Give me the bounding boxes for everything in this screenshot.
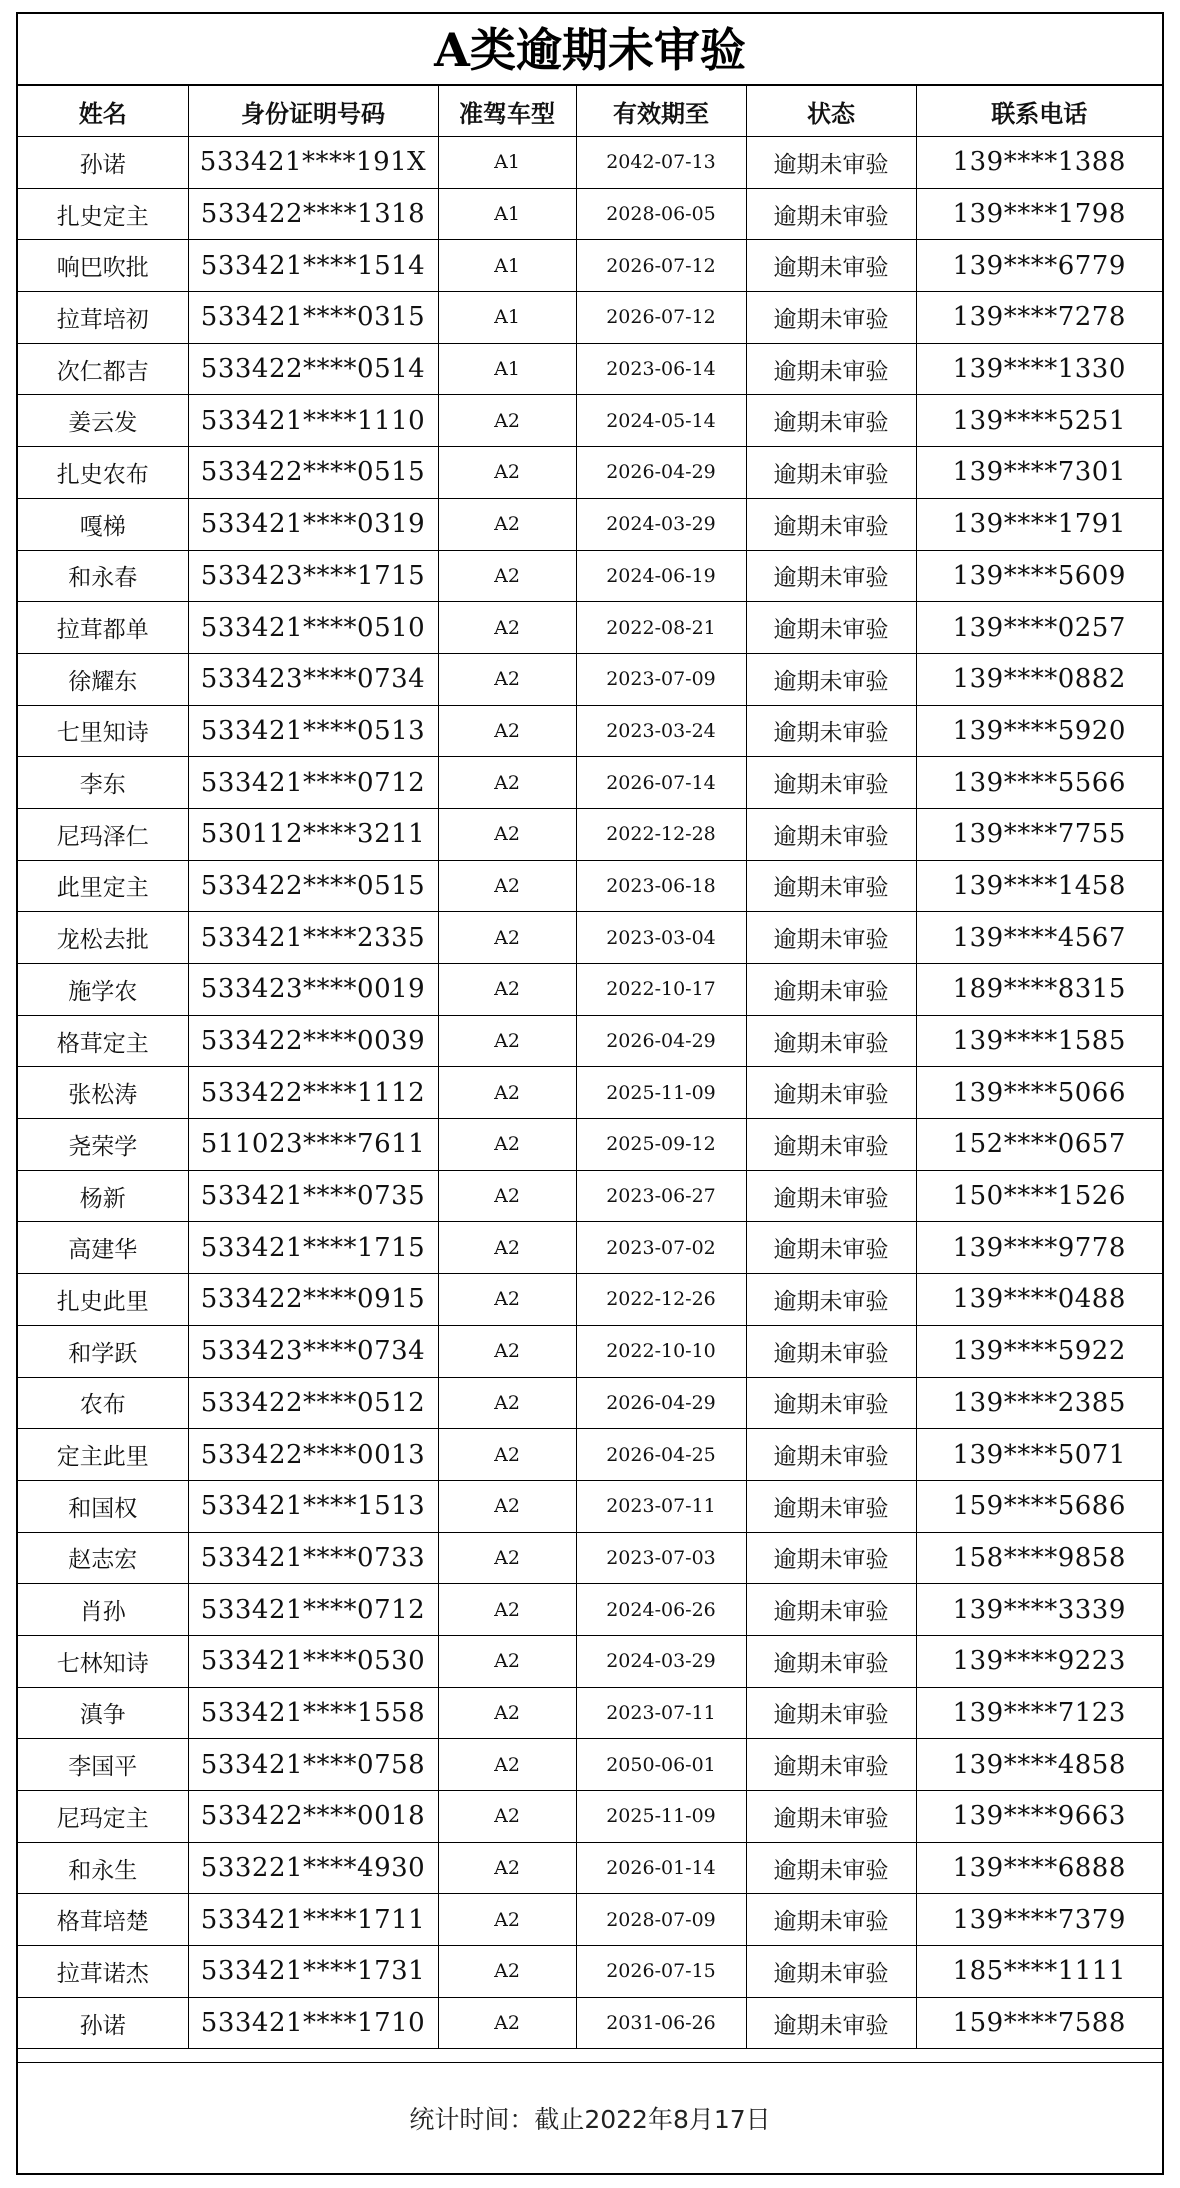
- id-number-cell: 533422****0512: [188, 1377, 438, 1429]
- phone-cell: 139****1791: [916, 498, 1162, 550]
- valid-until-cell: 2024-06-26: [576, 1584, 746, 1636]
- phone-cell: 139****7123: [916, 1687, 1162, 1739]
- phone-cell: 139****3339: [916, 1584, 1162, 1636]
- table-row: [18, 240, 1162, 292]
- status-cell: 逾期未审验: [746, 137, 916, 189]
- name-cell: 尧荣学: [18, 1119, 188, 1171]
- table-row: [18, 1997, 1162, 2049]
- name-cell: 农布: [18, 1377, 188, 1429]
- table-row: [18, 1687, 1162, 1739]
- valid-until-cell: 2023-06-18: [576, 860, 746, 912]
- status-cell: 逾期未审验: [746, 1222, 916, 1274]
- license-type-cell: A2: [438, 602, 576, 654]
- table-row: [18, 447, 1162, 499]
- phone-cell: 139****5609: [916, 550, 1162, 602]
- license-type-cell: A2: [438, 447, 576, 499]
- name-cell: 李国平: [18, 1739, 188, 1791]
- valid-until-cell: 2025-09-12: [576, 1119, 746, 1171]
- id-number-cell: 533421****1710: [188, 1997, 438, 2049]
- status-cell: 逾期未审验: [746, 964, 916, 1016]
- phone-cell: 139****1330: [916, 343, 1162, 395]
- phone-cell: 139****1585: [916, 1015, 1162, 1067]
- valid-until-cell: 2022-08-21: [576, 602, 746, 654]
- phone-cell: 158****9858: [916, 1532, 1162, 1584]
- table-row: [18, 964, 1162, 1016]
- id-number-cell: 533421****0758: [188, 1739, 438, 1791]
- table-row: [18, 188, 1162, 240]
- status-cell: 逾期未审验: [746, 1842, 916, 1894]
- name-cell: 扎史农布: [18, 447, 188, 499]
- license-type-cell: A2: [438, 1946, 576, 1998]
- license-type-cell: A2: [438, 1480, 576, 1532]
- status-cell: 逾期未审验: [746, 1377, 916, 1429]
- license-type-cell: A2: [438, 653, 576, 705]
- id-number-cell: 533421****0530: [188, 1635, 438, 1687]
- table-row: [18, 1635, 1162, 1687]
- table-row: [18, 1894, 1162, 1946]
- license-type-cell: A2: [438, 1119, 576, 1171]
- name-cell: 孙诺: [18, 1997, 188, 2049]
- license-type-cell: A2: [438, 1894, 576, 1946]
- valid-until-cell: 2023-07-11: [576, 1687, 746, 1739]
- table-row: [18, 1222, 1162, 1274]
- table-row: [18, 1532, 1162, 1584]
- table-row: [18, 1067, 1162, 1119]
- id-number-cell: 533423****0734: [188, 1325, 438, 1377]
- table-row: [18, 343, 1162, 395]
- table-row: [18, 550, 1162, 602]
- id-number-cell: 533422****0039: [188, 1015, 438, 1067]
- id-number-cell: 533421****0733: [188, 1532, 438, 1584]
- status-cell: 逾期未审验: [746, 1274, 916, 1326]
- license-type-cell: A1: [438, 188, 576, 240]
- status-cell: 逾期未审验: [746, 1067, 916, 1119]
- id-number-cell: 511023****7611: [188, 1119, 438, 1171]
- id-number-cell: 533421****1514: [188, 240, 438, 292]
- id-number-cell: 530112****3211: [188, 808, 438, 860]
- statistics-time: 统计时间：截止2022年8月17日: [18, 2062, 1162, 2173]
- id-number-cell: 533421****0510: [188, 602, 438, 654]
- valid-until-cell: 2026-07-15: [576, 1946, 746, 1998]
- phone-cell: 139****9223: [916, 1635, 1162, 1687]
- license-type-cell: A2: [438, 1274, 576, 1326]
- table-row: [18, 1119, 1162, 1171]
- status-cell: 逾期未审验: [746, 602, 916, 654]
- phone-cell: 139****9663: [916, 1791, 1162, 1843]
- table-body: [18, 137, 1162, 2049]
- valid-until-cell: 2026-04-29: [576, 447, 746, 499]
- valid-until-cell: 2024-05-14: [576, 395, 746, 447]
- name-cell: 扎史此里: [18, 1274, 188, 1326]
- valid-until-cell: 2023-03-24: [576, 705, 746, 757]
- phone-cell: 139****4567: [916, 912, 1162, 964]
- status-cell: 逾期未审验: [746, 1687, 916, 1739]
- id-number-cell: 533421****1110: [188, 395, 438, 447]
- license-type-cell: A2: [438, 808, 576, 860]
- status-cell: 逾期未审验: [746, 188, 916, 240]
- name-cell: 姜云发: [18, 395, 188, 447]
- valid-until-cell: 2026-04-29: [576, 1377, 746, 1429]
- name-cell: 定主此里: [18, 1429, 188, 1481]
- name-cell: 嘎梯: [18, 498, 188, 550]
- id-number-cell: 533422****1318: [188, 188, 438, 240]
- phone-cell: 139****0488: [916, 1274, 1162, 1326]
- phone-cell: 139****9778: [916, 1222, 1162, 1274]
- status-cell: 逾期未审验: [746, 292, 916, 344]
- phone-cell: 139****0257: [916, 602, 1162, 654]
- status-cell: 逾期未审验: [746, 1170, 916, 1222]
- phone-cell: 189****8315: [916, 964, 1162, 1016]
- name-cell: 拉茸都单: [18, 602, 188, 654]
- phone-cell: 139****5920: [916, 705, 1162, 757]
- id-number-cell: 533421****0712: [188, 1584, 438, 1636]
- phone-cell: 139****6779: [916, 240, 1162, 292]
- id-number-cell: 533422****0018: [188, 1791, 438, 1843]
- status-cell: 逾期未审验: [746, 447, 916, 499]
- table-row: [18, 1791, 1162, 1843]
- id-number-cell: 533421****0712: [188, 757, 438, 809]
- col-header-phone: 联系电话: [916, 86, 1162, 137]
- license-type-cell: A2: [438, 550, 576, 602]
- name-cell: 尼玛定主: [18, 1791, 188, 1843]
- overdue-table: [18, 86, 1162, 2049]
- id-number-cell: 533422****0915: [188, 1274, 438, 1326]
- phone-cell: 139****1798: [916, 188, 1162, 240]
- status-cell: 逾期未审验: [746, 1015, 916, 1067]
- name-cell: 高建华: [18, 1222, 188, 1274]
- name-cell: 施学农: [18, 964, 188, 1016]
- id-number-cell: 533421****1715: [188, 1222, 438, 1274]
- valid-until-cell: 2023-07-09: [576, 653, 746, 705]
- phone-cell: 159****5686: [916, 1480, 1162, 1532]
- valid-until-cell: 2023-06-14: [576, 343, 746, 395]
- name-cell: 此里定主: [18, 860, 188, 912]
- phone-cell: 139****5566: [916, 757, 1162, 809]
- license-type-cell: A2: [438, 1429, 576, 1481]
- status-cell: 逾期未审验: [746, 1532, 916, 1584]
- phone-cell: 139****1388: [916, 137, 1162, 189]
- valid-until-cell: 2023-07-02: [576, 1222, 746, 1274]
- document-sheet: [16, 12, 1164, 2175]
- table-row: [18, 860, 1162, 912]
- valid-until-cell: 2022-12-28: [576, 808, 746, 860]
- col-header-license-type: 准驾车型: [438, 86, 576, 137]
- table-row: [18, 705, 1162, 757]
- license-type-cell: A2: [438, 1015, 576, 1067]
- table-row: [18, 498, 1162, 550]
- valid-until-cell: 2022-10-17: [576, 964, 746, 1016]
- table-row: [18, 1739, 1162, 1791]
- phone-cell: 139****5251: [916, 395, 1162, 447]
- valid-until-cell: 2050-06-01: [576, 1739, 746, 1791]
- table-row: [18, 602, 1162, 654]
- name-cell: 七里知诗: [18, 705, 188, 757]
- license-type-cell: A2: [438, 395, 576, 447]
- status-cell: 逾期未审验: [746, 1946, 916, 1998]
- id-number-cell: 533421****1513: [188, 1480, 438, 1532]
- valid-until-cell: 2026-01-14: [576, 1842, 746, 1894]
- license-type-cell: A2: [438, 1791, 576, 1843]
- license-type-cell: A2: [438, 1687, 576, 1739]
- table-row: [18, 808, 1162, 860]
- name-cell: 格茸定主: [18, 1015, 188, 1067]
- table-row: [18, 1946, 1162, 1998]
- table-header-row: [18, 86, 1162, 137]
- license-type-cell: A2: [438, 1325, 576, 1377]
- valid-until-cell: 2028-07-09: [576, 1894, 746, 1946]
- status-cell: 逾期未审验: [746, 395, 916, 447]
- id-number-cell: 533421****0319: [188, 498, 438, 550]
- valid-until-cell: 2022-10-10: [576, 1325, 746, 1377]
- id-number-cell: 533421****0315: [188, 292, 438, 344]
- name-cell: 和永生: [18, 1842, 188, 1894]
- name-cell: 响巴吹批: [18, 240, 188, 292]
- col-header-status: 状态: [746, 86, 916, 137]
- valid-until-cell: 2024-03-29: [576, 498, 746, 550]
- valid-until-cell: 2023-03-04: [576, 912, 746, 964]
- id-number-cell: 533421****1558: [188, 1687, 438, 1739]
- id-number-cell: 533421****0513: [188, 705, 438, 757]
- name-cell: 格茸培楚: [18, 1894, 188, 1946]
- license-type-cell: A2: [438, 705, 576, 757]
- table-row: [18, 653, 1162, 705]
- license-type-cell: A2: [438, 1997, 576, 2049]
- valid-until-cell: 2024-03-29: [576, 1635, 746, 1687]
- license-type-cell: A1: [438, 292, 576, 344]
- license-type-cell: A2: [438, 757, 576, 809]
- table-row: [18, 1429, 1162, 1481]
- name-cell: 和永春: [18, 550, 188, 602]
- table-row: [18, 757, 1162, 809]
- status-cell: 逾期未审验: [746, 1791, 916, 1843]
- license-type-cell: A2: [438, 1067, 576, 1119]
- valid-until-cell: 2023-07-11: [576, 1480, 746, 1532]
- id-number-cell: 533421****0735: [188, 1170, 438, 1222]
- id-number-cell: 533423****1715: [188, 550, 438, 602]
- name-cell: 扎史定主: [18, 188, 188, 240]
- id-number-cell: 533421****1731: [188, 1946, 438, 1998]
- license-type-cell: A2: [438, 1739, 576, 1791]
- license-type-cell: A2: [438, 1377, 576, 1429]
- license-type-cell: A2: [438, 498, 576, 550]
- valid-until-cell: 2025-11-09: [576, 1791, 746, 1843]
- phone-cell: 139****6888: [916, 1842, 1162, 1894]
- phone-cell: 139****5066: [916, 1067, 1162, 1119]
- table-row: [18, 1274, 1162, 1326]
- col-header-name: 姓名: [18, 86, 188, 137]
- valid-until-cell: 2023-07-03: [576, 1532, 746, 1584]
- id-number-cell: 533421****1711: [188, 1894, 438, 1946]
- status-cell: 逾期未审验: [746, 1119, 916, 1171]
- phone-cell: 139****7379: [916, 1894, 1162, 1946]
- license-type-cell: A2: [438, 1842, 576, 1894]
- phone-cell: 159****7588: [916, 1997, 1162, 2049]
- id-number-cell: 533422****0013: [188, 1429, 438, 1481]
- status-cell: 逾期未审验: [746, 1635, 916, 1687]
- table-row: [18, 1842, 1162, 1894]
- name-cell: 孙诺: [18, 137, 188, 189]
- valid-until-cell: 2042-07-13: [576, 137, 746, 189]
- valid-until-cell: 2028-06-05: [576, 188, 746, 240]
- page-title: A类逾期未审验: [18, 14, 1162, 86]
- table-row: [18, 1377, 1162, 1429]
- col-header-valid-until: 有效期至: [576, 86, 746, 137]
- license-type-cell: A2: [438, 1170, 576, 1222]
- table-row: [18, 137, 1162, 189]
- id-number-cell: 533422****0514: [188, 343, 438, 395]
- name-cell: 杨新: [18, 1170, 188, 1222]
- name-cell: 李东: [18, 757, 188, 809]
- table-row: [18, 292, 1162, 344]
- valid-until-cell: 2024-06-19: [576, 550, 746, 602]
- table-row: [18, 1584, 1162, 1636]
- status-cell: 逾期未审验: [746, 550, 916, 602]
- license-type-cell: A2: [438, 912, 576, 964]
- phone-cell: 139****7755: [916, 808, 1162, 860]
- license-type-cell: A1: [438, 240, 576, 292]
- license-type-cell: A2: [438, 1222, 576, 1274]
- status-cell: 逾期未审验: [746, 808, 916, 860]
- table-row: [18, 1325, 1162, 1377]
- status-cell: 逾期未审验: [746, 1997, 916, 2049]
- valid-until-cell: 2023-06-27: [576, 1170, 746, 1222]
- valid-until-cell: 2026-04-29: [576, 1015, 746, 1067]
- phone-cell: 150****1526: [916, 1170, 1162, 1222]
- id-number-cell: 533422****0515: [188, 447, 438, 499]
- phone-cell: 139****7301: [916, 447, 1162, 499]
- valid-until-cell: 2026-07-14: [576, 757, 746, 809]
- phone-cell: 139****7278: [916, 292, 1162, 344]
- phone-cell: 152****0657: [916, 1119, 1162, 1171]
- name-cell: 张松涛: [18, 1067, 188, 1119]
- name-cell: 尼玛泽仁: [18, 808, 188, 860]
- name-cell: 肖孙: [18, 1584, 188, 1636]
- valid-until-cell: 2026-07-12: [576, 240, 746, 292]
- phone-cell: 139****4858: [916, 1739, 1162, 1791]
- status-cell: 逾期未审验: [746, 1325, 916, 1377]
- table-row: [18, 912, 1162, 964]
- name-cell: 和学跃: [18, 1325, 188, 1377]
- id-number-cell: 533423****0734: [188, 653, 438, 705]
- table-row: [18, 395, 1162, 447]
- license-type-cell: A2: [438, 964, 576, 1016]
- status-cell: 逾期未审验: [746, 343, 916, 395]
- status-cell: 逾期未审验: [746, 1739, 916, 1791]
- id-number-cell: 533221****4930: [188, 1842, 438, 1894]
- phone-cell: 139****2385: [916, 1377, 1162, 1429]
- col-header-id-number: 身份证明号码: [188, 86, 438, 137]
- license-type-cell: A1: [438, 343, 576, 395]
- table-row: [18, 1170, 1162, 1222]
- name-cell: 龙松去批: [18, 912, 188, 964]
- name-cell: 拉茸诺杰: [18, 1946, 188, 1998]
- status-cell: 逾期未审验: [746, 1429, 916, 1481]
- valid-until-cell: 2022-12-26: [576, 1274, 746, 1326]
- status-cell: 逾期未审验: [746, 757, 916, 809]
- phone-cell: 139****5922: [916, 1325, 1162, 1377]
- status-cell: 逾期未审验: [746, 498, 916, 550]
- id-number-cell: 533422****0515: [188, 860, 438, 912]
- valid-until-cell: 2026-07-12: [576, 292, 746, 344]
- name-cell: 徐耀东: [18, 653, 188, 705]
- id-number-cell: 533423****0019: [188, 964, 438, 1016]
- license-type-cell: A2: [438, 1635, 576, 1687]
- status-cell: 逾期未审验: [746, 1584, 916, 1636]
- name-cell: 次仁都吉: [18, 343, 188, 395]
- license-type-cell: A1: [438, 137, 576, 189]
- valid-until-cell: 2031-06-26: [576, 1997, 746, 2049]
- table-row: [18, 1480, 1162, 1532]
- name-cell: 和国权: [18, 1480, 188, 1532]
- valid-until-cell: 2025-11-09: [576, 1067, 746, 1119]
- valid-until-cell: 2026-04-25: [576, 1429, 746, 1481]
- name-cell: 拉茸培初: [18, 292, 188, 344]
- name-cell: 七林知诗: [18, 1635, 188, 1687]
- status-cell: 逾期未审验: [746, 705, 916, 757]
- id-number-cell: 533421****191X: [188, 137, 438, 189]
- status-cell: 逾期未审验: [746, 912, 916, 964]
- license-type-cell: A2: [438, 1532, 576, 1584]
- phone-cell: 185****1111: [916, 1946, 1162, 1998]
- name-cell: 赵志宏: [18, 1532, 188, 1584]
- id-number-cell: 533422****1112: [188, 1067, 438, 1119]
- status-cell: 逾期未审验: [746, 653, 916, 705]
- phone-cell: 139****1458: [916, 860, 1162, 912]
- table-row: [18, 1015, 1162, 1067]
- status-cell: 逾期未审验: [746, 1480, 916, 1532]
- status-cell: 逾期未审验: [746, 1894, 916, 1946]
- license-type-cell: A2: [438, 1584, 576, 1636]
- license-type-cell: A2: [438, 860, 576, 912]
- phone-cell: 139****5071: [916, 1429, 1162, 1481]
- status-cell: 逾期未审验: [746, 860, 916, 912]
- phone-cell: 139****0882: [916, 653, 1162, 705]
- status-cell: 逾期未审验: [746, 240, 916, 292]
- name-cell: 滇争: [18, 1687, 188, 1739]
- id-number-cell: 533421****2335: [188, 912, 438, 964]
